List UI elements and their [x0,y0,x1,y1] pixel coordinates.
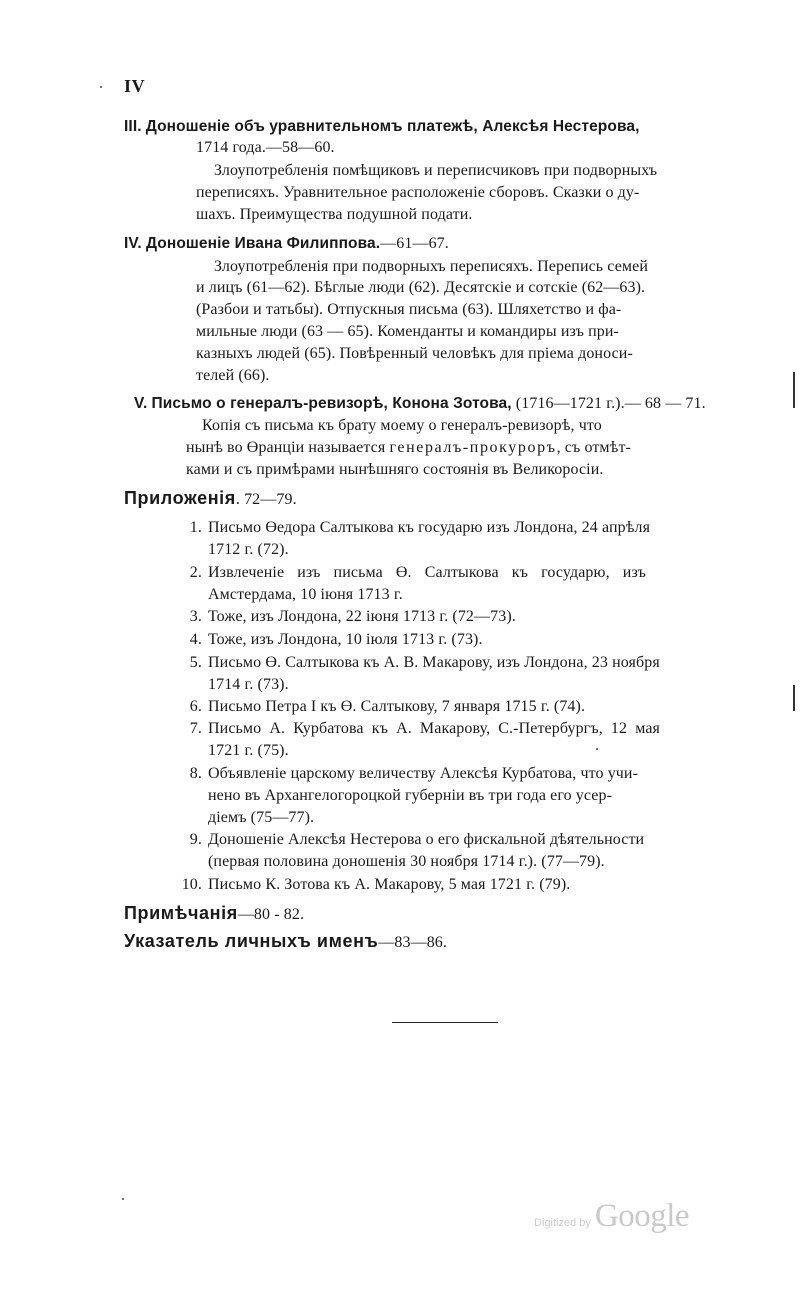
appendix-item-1-cont: 1712 г. (72). [208,541,289,558]
appendix-item-2: 2. Извлеченіе изъ письма Ө. Салтыкова къ государю, изъ [189,564,646,581]
section-iii-line-1: Злоупотребленія помѣщиковъ и переписчиковъ при подворныхъ [214,162,658,179]
section-v-pages: (1716—1721 г.).— 68 — 71. [511,395,706,412]
section-iv-title: Доношеніе Ивана Филиппова. [145,235,381,252]
section-iii-line-3: шахъ. Преимущества подушной подати. [196,206,473,223]
appendix-item-6: 6. Письмо Петра I къ Ө. Салтыкову, 7 января 1715 г. (74). [189,698,586,715]
appendix-item-7: 7. Письмо А. Курбатова къ А. Макарову, С.-Петербургъ, 12 мая [189,720,660,737]
page-number: IV [124,76,146,96]
scan-speck [596,748,598,750]
appendix-item-5-cont: 1714 г. (73). [208,676,289,693]
notes-heading [124,903,304,925]
section-v-line-2-end: , съ отмѣт- [556,439,631,456]
section-v-numeral: V. [134,395,148,412]
section-v-spaced-term: генералъ-прокуроръ [389,439,557,456]
scan-edge-mark [793,372,795,408]
section-iii-title: Доношеніе объ уравнительномъ платежѣ, Алексѣя Нестерова, [145,118,640,135]
section-divider [392,1022,498,1023]
section-v-line-2 [186,437,631,458]
appendix-item-8: 8. Объявленіе царскому величеству Алексѣя Курбатова, что учи- [189,765,639,782]
section-iv-line-4: мильные люди (63 — 65). Коменданты и командиры изъ при- [196,323,619,340]
section-iv-line-3: (Разбои и татьбы). Отпускныя письма (63). Шляхетство и фа- [196,301,622,318]
scan-edge-mark [793,685,795,711]
section-iii-year: 1714 года.—58—60. [196,139,335,156]
section-iv-pages: —61—67. [380,235,449,252]
appendix-item-9: 9. Доношеніе Алексѣя Нестерова о его фискальной дѣятельности [189,831,645,848]
appendix-item-9-cont: (первая половина доношенія 30 ноября 1714 г.). (77—79). [208,853,605,870]
watermark-logo-text: Google [594,1198,690,1234]
appendix-item-4: 4. Тоже, изъ Лондона, 10 іюля 1713 г. (73). [189,631,483,648]
appendix-item-1: 1. Письмо Өедора Салтыкова къ государю изъ Лондона, 24 апрѣля [189,519,651,536]
section-iii-line-2: переписяхъ. Уравнительное расположеніе сборовъ. Сказки о ду- [196,184,640,201]
section-v-line-2-start: нынѣ во Өранціи называется [186,439,386,456]
appendix-item-2-cont: Амстердама, 10 іюня 1713 г. [208,586,403,603]
appendix-item-8-cont-1: нено въ Архангелогороцкой губерніи въ три года его усер- [208,787,613,804]
appendix-item-10: 10. Письмо К. Зотова къ А. Макарову, 5 мая 1721 г. (79). [181,876,571,893]
scan-speck [100,86,102,88]
appendix-title: Приложенія [124,488,236,508]
watermark-small-text: Digitized by [534,1217,591,1229]
section-iv-numeral: IV. [124,235,142,252]
appendix-item-3: 3. Тоже, изъ Лондона, 22 іюня 1713 г. (72—73). [189,608,516,625]
appendix-item-7-cont: 1721 г. (75). [208,742,289,759]
section-iii-numeral: III. [124,118,142,135]
scan-speck [122,1198,124,1200]
section-iv-line-6: телей (66). [196,367,270,384]
digitized-watermark [534,1198,689,1235]
section-iv-line-1: Злоупотребленія при подворныхъ переписяхъ. Перепись семей [214,258,648,275]
index-title: Указатель личныхъ именъ [124,931,379,951]
section-iii-heading [124,116,640,137]
index-pages: —83—86. [378,934,448,951]
appendix-item-8-cont-2: діемъ (75—77). [208,809,315,826]
index-heading [124,931,447,953]
section-v-line-1: Копія съ письма къ брату моему о генералъ-ревизорѣ, что [202,417,602,434]
section-v-heading [134,393,706,414]
notes-title: Примѣчанія [124,903,238,923]
section-v-title: Письмо о генералъ-ревизорѣ, Конона Зотова, [151,395,512,412]
appendix-heading [124,488,297,510]
section-iv-line-2: и лицъ (61—62). Бѣглые люди (62). Десятскіе и сотскіе (62—63). [196,279,646,296]
section-v-line-3: ками и съ примѣрами нынѣшняго состоянія въ Великоросіи. [186,461,604,478]
section-iv-line-5: казныхъ людей (65). Повѣренный человѣкъ для пріема доноси- [196,345,633,362]
section-iv-heading [124,233,449,254]
notes-pages: —80 - 82. [237,906,305,923]
appendix-pages: . 72—79. [235,491,297,508]
appendix-item-5: 5. Письмо Ө. Салтыкова къ А. В. Макарову, изъ Лондона, 23 ноября [189,654,660,671]
